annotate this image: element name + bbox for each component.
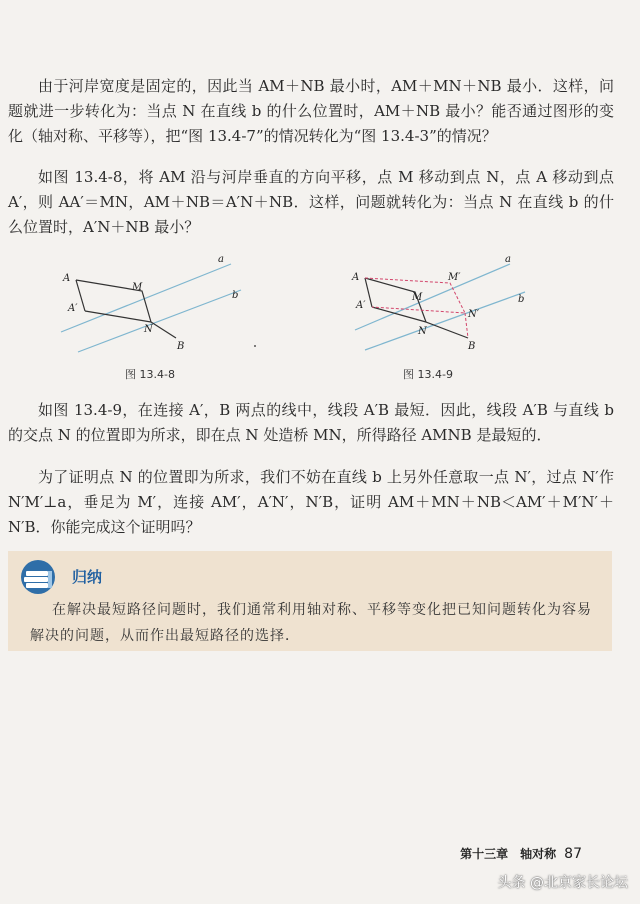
label-b: b	[518, 294, 525, 305]
summary-text-content: 在解决最短路径问题时，我们通常利用轴对称、平移等变化把已知问题转化为容易解决的问题，从而作出最短路径的选择．	[30, 602, 592, 644]
path-amnb	[365, 278, 468, 338]
summary-title: 归纳	[72, 568, 103, 586]
segment-a-prime-n	[85, 311, 151, 322]
paragraph-2-text: 如图 13.4-8，将 AM 沿与河岸垂直的方向平移，点 M 移动到点 N，点 A 移动到点 A′，则 AA′＝MN，AM＋NB＝A′N＋NB．这样，问题就转化为：当点 N 在直线 b 的什么位置时，A′N＋NB 最小？	[8, 168, 614, 236]
paragraph-1	[8, 74, 614, 149]
label-A: A	[63, 273, 71, 284]
paragraph-2	[8, 165, 614, 240]
label-a: a	[218, 254, 224, 265]
caption-13-4-8: 图 13.4-8	[125, 368, 175, 381]
paragraph-3	[8, 398, 614, 448]
summary-box	[8, 551, 612, 651]
center-dot	[254, 345, 256, 347]
chapter-title: 第十三章 轴对称	[460, 847, 557, 861]
label-N-prime: N′	[468, 309, 480, 320]
label-a: a	[505, 254, 511, 265]
river-line-a	[61, 264, 231, 332]
river-line-a	[355, 264, 510, 330]
label-M-prime: M′	[448, 272, 461, 283]
label-B: B	[468, 341, 476, 352]
label-N: N	[144, 324, 153, 335]
label-M: M	[132, 282, 143, 293]
paragraph-3-text: 如图 13.4-9，在连接 A′，B 两点的线中，线段 A′B 最短．因此，线段 A′B 与直线 b 的交点 N 的位置即为所求，即在点 N 处造桥 MN，所得路径 AMNB 是最短的．	[8, 401, 614, 444]
label-A-prime: A′	[356, 300, 366, 311]
watermark: 头条 @北京家长论坛	[497, 875, 628, 891]
river-line-b	[365, 292, 525, 350]
caption-13-4-9: 图 13.4-9	[403, 368, 453, 381]
label-M: M	[412, 292, 423, 303]
segment-aa-prime	[365, 278, 372, 307]
river-line-b	[78, 290, 241, 352]
figure-13-4-8	[56, 250, 256, 365]
summary-text	[30, 597, 600, 649]
label-b: b	[232, 290, 239, 301]
path-amnb	[76, 280, 176, 338]
summary-stack-icon	[18, 559, 60, 595]
figure-13-4-9	[350, 250, 540, 365]
page-number: 87	[564, 846, 582, 862]
label-A-prime: A′	[68, 303, 78, 314]
page-footer	[460, 845, 582, 862]
paragraph-1-text: 由于河岸宽度是固定的，因此当 AM＋NB 最小时，AM＋MN＋NB 最小．这样，问题就进一步转化为：当点 N 在直线 b 的什么位置时，AM＋NB 最小？能否通过图形的变化（轴对称、平移等），把“图 13.4-7”的情况转化为“图 13.4-3”的情况？	[8, 77, 614, 145]
paragraph-4	[8, 465, 614, 540]
paragraph-4-text: 为了证明点 N 的位置即为所求，我们不妨在直线 b 上另外任意取一点 N′，过点 N′作 N′M′⊥a，垂足为 M′，连接 AM′，A′N′，N′B，证明 AM＋MN＋NB＜AM′＋M′N′＋N′B．你能完成这个证明吗？	[8, 468, 614, 536]
label-N: N	[418, 326, 427, 337]
label-A: A	[352, 272, 360, 283]
label-B: B	[177, 341, 185, 352]
